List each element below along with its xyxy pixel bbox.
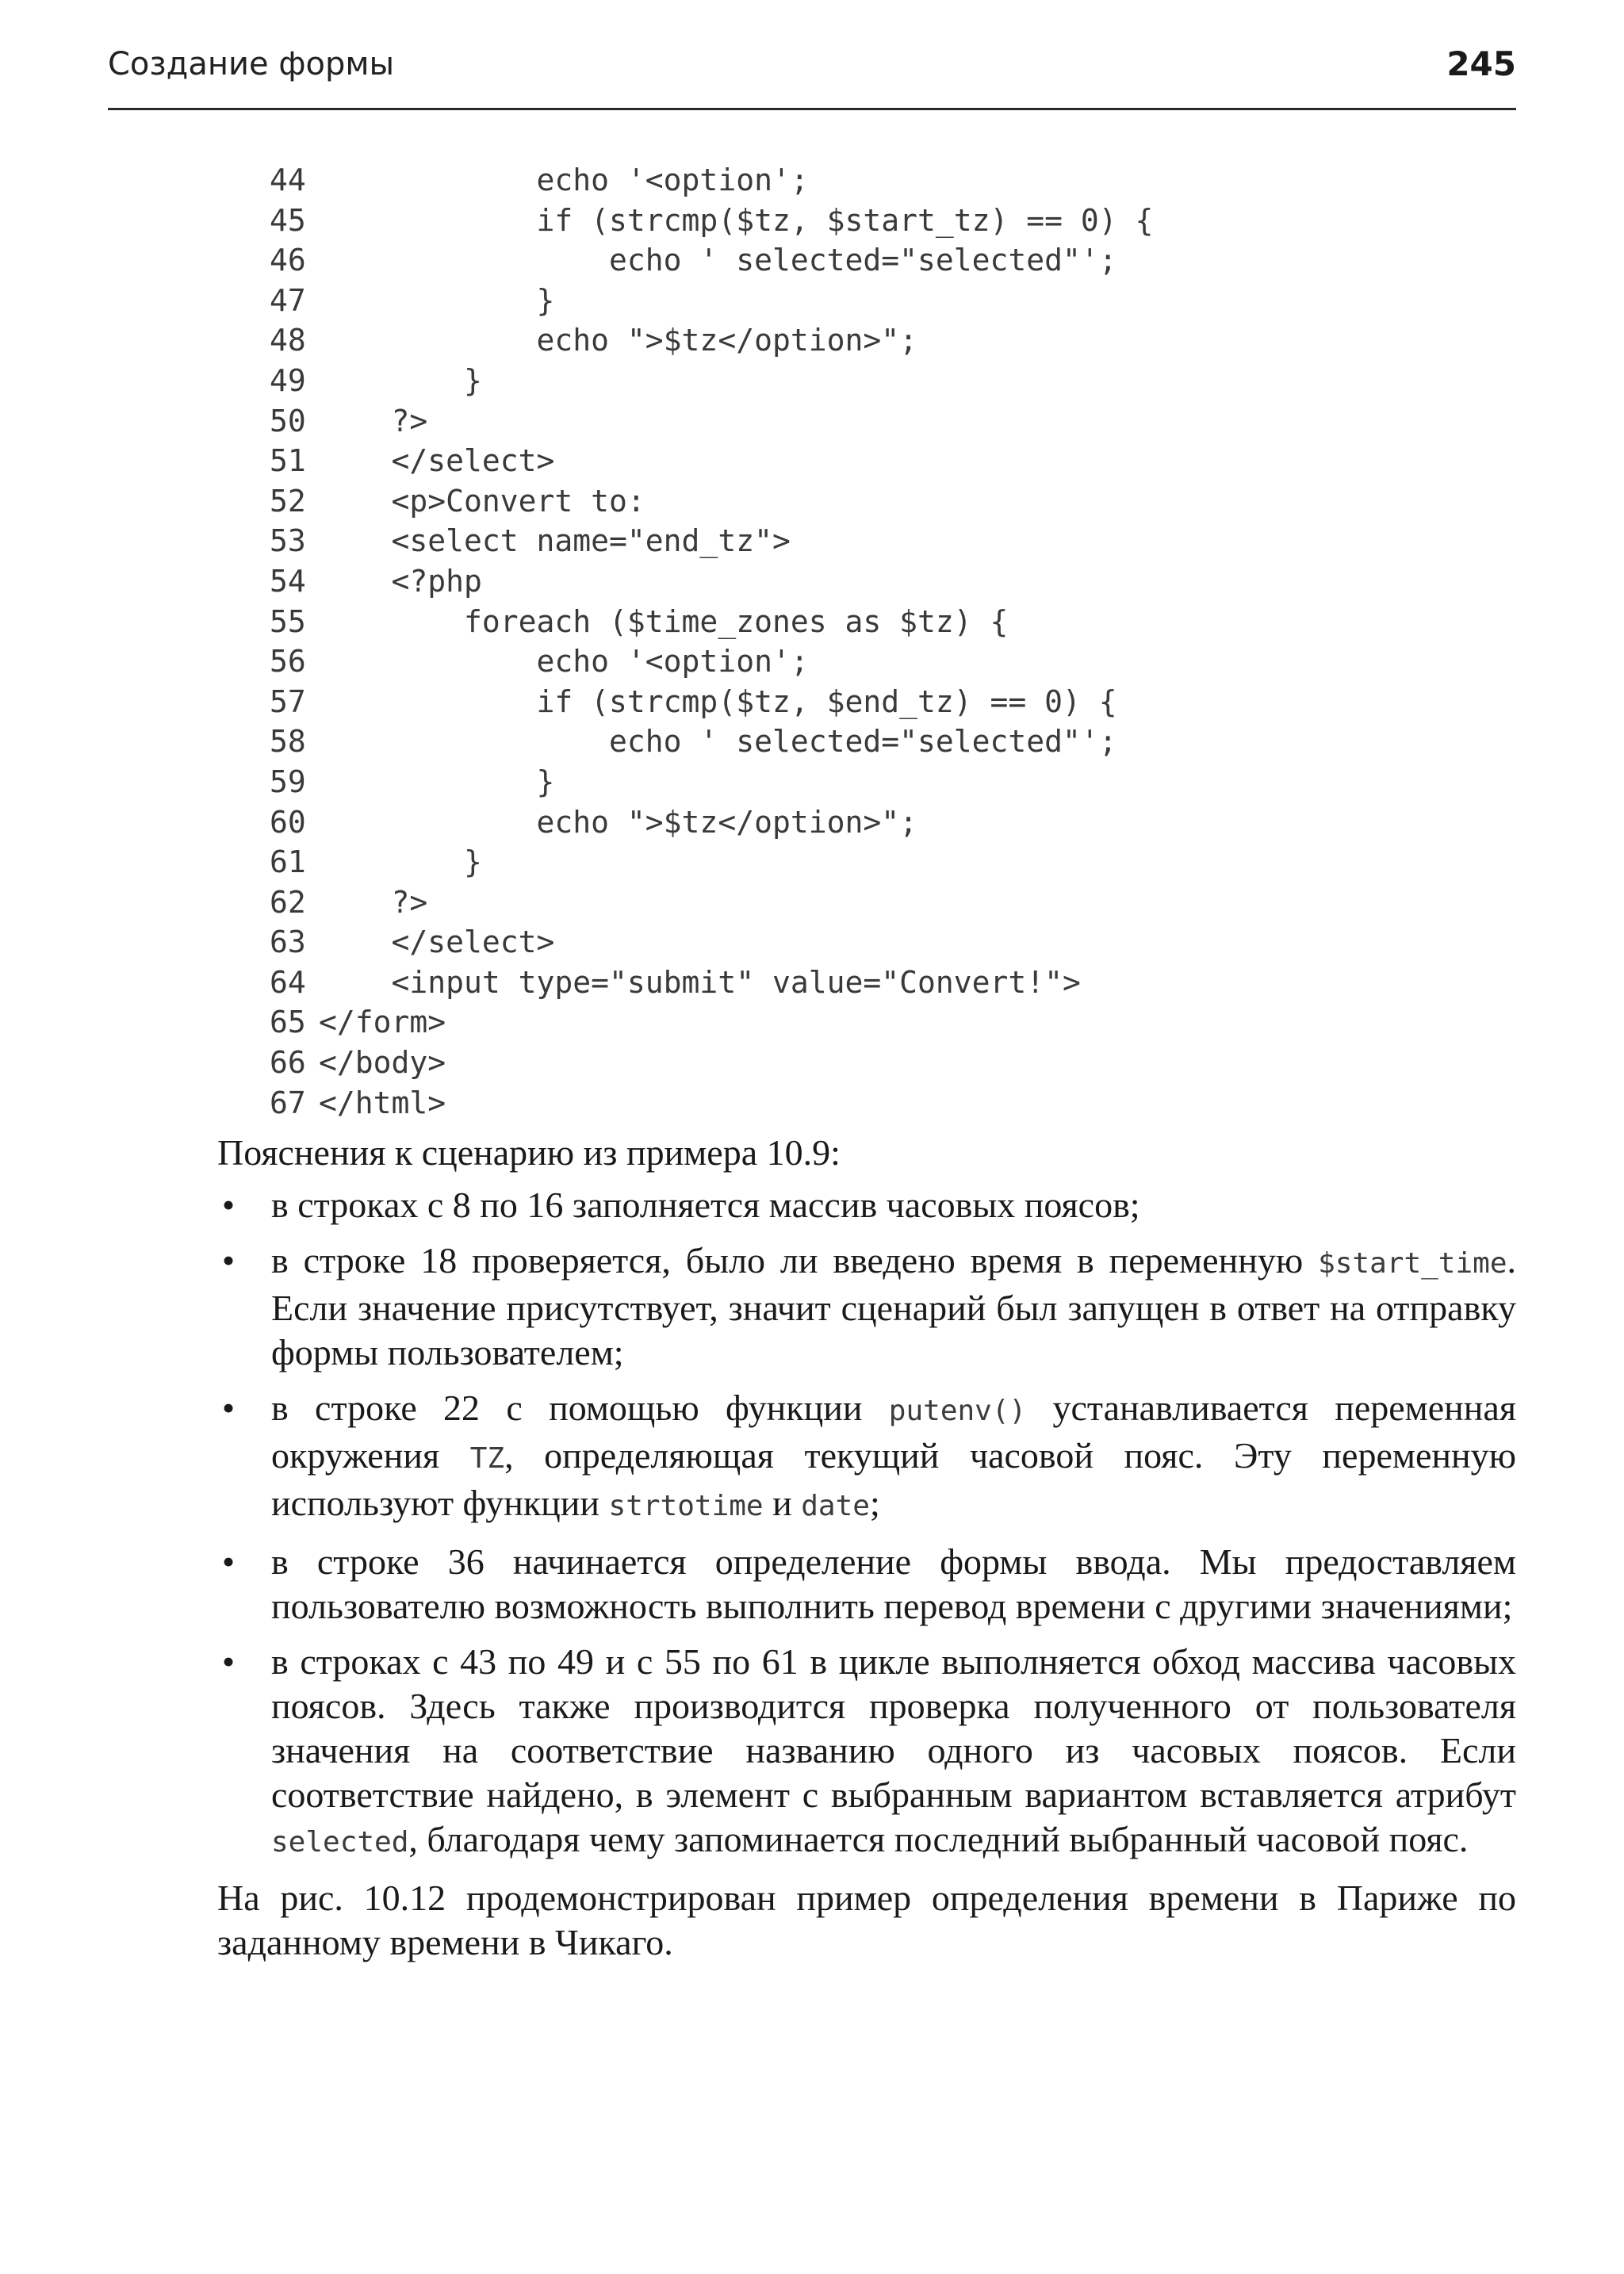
chapter-title: Создание формы (108, 46, 395, 82)
code-text: if (strcmp($tz, $start_tz) == 0) { (319, 202, 1154, 238)
code-text: } (319, 764, 555, 799)
code-text: echo '<option'; (319, 644, 809, 680)
code-line (270, 521, 1153, 561)
code-text: } (319, 362, 482, 398)
code-line (270, 682, 1153, 722)
line-number: 59 (270, 764, 306, 799)
bullet-marker: • (222, 1641, 236, 1682)
line-number: 62 (270, 884, 306, 920)
code-text: </select> (319, 925, 555, 960)
code-text: if (strcmp($tz, $end_tz) == 0) { (319, 683, 1117, 719)
code-text: echo ">$tz</option>"; (319, 804, 917, 840)
code-text: ?> (319, 403, 428, 438)
code-line (270, 641, 1153, 682)
line-number: 45 (270, 202, 306, 238)
line-number: 51 (270, 443, 306, 479)
code-text: echo ' selected="selected"'; (319, 724, 1117, 760)
bullet-marker: • (222, 1185, 236, 1225)
code-line (270, 1083, 1153, 1124)
list-item-text: ; (869, 1483, 880, 1523)
line-number: 50 (270, 403, 306, 438)
code-line (270, 842, 1153, 882)
code-text: foreach ($time_zones as $tz) { (319, 603, 1009, 639)
line-number: 48 (270, 323, 306, 358)
list-item-text: в строке 22 с помощью функции (271, 1388, 889, 1428)
code-line (270, 1002, 1153, 1043)
list-item-text: . Если значение присутствует, значит сценарий был запущен в ответ на отправку формы пользователем; (271, 1240, 1516, 1372)
line-number: 65 (270, 1005, 306, 1040)
code-line (270, 320, 1153, 361)
line-number: 58 (270, 724, 306, 760)
line-number: 53 (270, 523, 306, 559)
line-number: 47 (270, 282, 306, 318)
inline-code: TZ (469, 1442, 505, 1475)
code-listing (270, 160, 1153, 1123)
code-line (270, 361, 1153, 401)
line-number: 64 (270, 964, 306, 1000)
code-text: echo '<option'; (319, 163, 809, 197)
line-number: 54 (270, 563, 306, 599)
code-line (270, 722, 1153, 762)
list-item-text: устанавливается переменная окружения (271, 1388, 1516, 1476)
line-number: 66 (270, 1045, 306, 1081)
line-number: 44 (270, 163, 306, 197)
list-item-text: в строках с 43 по 49 и с 55 по 61 в цикле выполняется обход массива часовых поясов. Здесь также производится проверка полученного от пользователя значения на соответствие названию одного из часовых поясов. Если соответствие найдено, в элемент с выбранным вариантом вставляется атрибут (271, 1641, 1516, 1815)
code-text: } (319, 282, 555, 318)
code-line (270, 441, 1153, 481)
list-item (217, 1238, 1516, 1375)
code-text: echo ">$tz</option>"; (319, 323, 917, 358)
code-line (270, 762, 1153, 802)
list-item-text: и (763, 1483, 802, 1523)
code-text: </form> (319, 1005, 446, 1040)
line-number: 67 (270, 1085, 306, 1120)
list-item-text: в строках с 8 по 16 заполняется массив часовых поясов; (271, 1185, 1140, 1225)
code-line (270, 1043, 1153, 1083)
line-number: 57 (270, 683, 306, 719)
code-text: } (319, 844, 482, 880)
list-item-text: в строке 36 начинается определение формы ввода. Мы предоставляем пользователю возможность выполнить перевод времени с другими значениями; (271, 1541, 1516, 1626)
list-item-text: , благодаря чему запоминается последний выбранный часовой пояс. (408, 1819, 1469, 1859)
bullet-marker: • (222, 1541, 236, 1582)
code-line (270, 882, 1153, 923)
list-item-text: , определяющая текущий часовой пояс. Эту переменную используют функции (271, 1435, 1516, 1523)
code-text: </select> (319, 443, 555, 479)
inline-code: putenv() (888, 1395, 1027, 1427)
code-line (270, 201, 1153, 241)
code-line (270, 481, 1153, 522)
list-item (217, 1540, 1516, 1629)
line-number: 56 (270, 644, 306, 680)
code-line (270, 963, 1153, 1003)
line-number: 63 (270, 925, 306, 960)
inline-code: $start_time (1318, 1247, 1507, 1280)
code-text: <p>Convert to: (319, 483, 645, 519)
list-item-text: в строке 18 проверяется, было ли введено время в переменную (271, 1240, 1319, 1281)
code-line (270, 802, 1153, 843)
inline-code: selected (271, 1826, 409, 1859)
code-text: </body> (319, 1045, 446, 1081)
code-line (270, 160, 1153, 201)
list-item (217, 1386, 1516, 1529)
explanation-list (217, 1183, 1516, 1865)
code-text: </html> (319, 1085, 446, 1120)
line-number: 49 (270, 362, 306, 398)
page-number: 245 (1446, 44, 1516, 83)
code-line (270, 561, 1153, 602)
code-line (270, 401, 1153, 442)
code-text: <select name="end_tz"> (319, 523, 791, 559)
line-number: 46 (270, 243, 306, 278)
line-number: 52 (270, 483, 306, 519)
code-text: ?> (319, 884, 428, 920)
explanation-intro: Пояснения к сценарию из примера 10.9: (217, 1132, 841, 1173)
line-number: 55 (270, 603, 306, 639)
inline-code: date (801, 1490, 870, 1522)
running-header (108, 46, 1516, 110)
code-text: echo ' selected="selected"'; (319, 243, 1117, 278)
closing-paragraph: На рис. 10.12 продемонстрирован пример определения времени в Париже по заданному времени в Чикаго. (217, 1878, 1516, 1962)
code-line (270, 240, 1153, 281)
explanation-text (217, 1131, 1516, 1965)
line-number: 61 (270, 844, 306, 880)
bullet-marker: • (222, 1388, 236, 1428)
code-text: <?php (319, 563, 482, 599)
code-line (270, 602, 1153, 642)
inline-code: strtotime (608, 1490, 764, 1522)
list-item (217, 1183, 1516, 1227)
code-line (270, 922, 1153, 963)
bullet-marker: • (222, 1240, 236, 1281)
code-text: <input type="submit" value="Convert!"> (319, 964, 1081, 1000)
list-item (217, 1640, 1516, 1865)
line-number: 60 (270, 804, 306, 840)
code-line (270, 281, 1153, 321)
